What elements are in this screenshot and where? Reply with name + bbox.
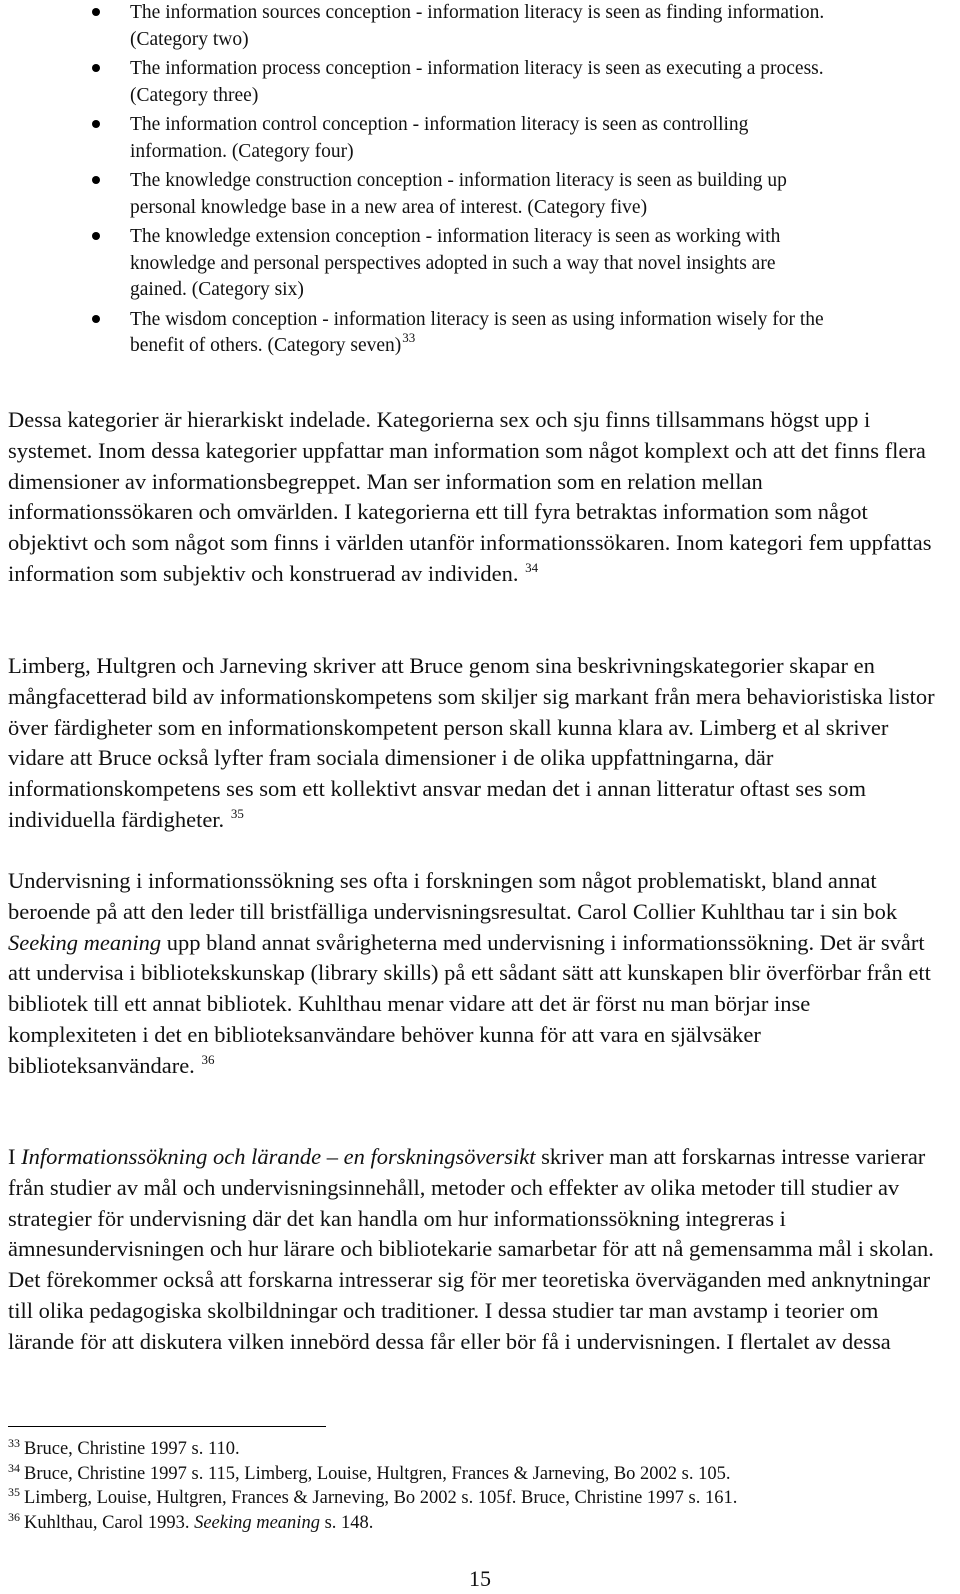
bullet-icon: [92, 8, 100, 16]
paragraph-forskningsoversikt: [8, 1142, 943, 1358]
footnote-text: Limberg, Louise, Hultgren, Frances & Jarneving, Bo 2002 s. 105f. Bruce, Christine 1997 s. 161.: [24, 1488, 738, 1508]
paragraph-categories: [8, 405, 943, 590]
bullet-text: The knowledge extension conception - information literacy is seen as working with knowledge and personal perspectives adopted in such a way that novel insights are gained. (Category six): [130, 226, 781, 300]
bullet-item: [130, 168, 830, 221]
footnote-number: 34: [8, 1460, 20, 1475]
paragraph-text: skriver man att forskarnas intresse varierar från studier av mål och undervisningsinnehåll, metoder och effekter av olika metoder till studier av strategier för undervisning där det kan handla om hur informationssökning integreras i ämnesundervisningen och hur lärare och bibliotekarie samarbetar för att nå gemensamma mål i skolan. Det förekommer också att forskarna intresserar sig för mer teoretiska överväganden med anknytningar till olika pedagogiska skolbildningar och traditioner. I dessa studier tar man avstamp i teorier om lärande för att diskutera vilken innebörd dessa får eller bör få i undervisningen. I flertalet av dessa: [8, 1144, 934, 1354]
bullet-text: The information process conception - information literacy is seen as executing a process. (Category three): [130, 58, 824, 106]
footnote-text: s. 148.: [319, 1512, 374, 1533]
paragraph-text: upp bland annat svårigheterna med undervisning i informationssökning. Det är svårt att undervisa i bibliotekskunskap (library skills) på ett sådant sätt att kunskapen blir överförbar från ett bibliotek till ett annat bibliotek. Kuhlthau menar vidare att det är först nu man börjar inse komplexiteten i det en biblioteksanvändare behöver kunna för att vara en självsäker biblioteksanvändare.: [8, 929, 931, 1078]
paragraph-undervisning: [8, 866, 943, 1082]
footnote-number: 36: [8, 1509, 20, 1524]
book-title: Seeking meaning: [194, 1512, 320, 1533]
bullet-item: [130, 0, 830, 53]
bullet-icon: [92, 120, 100, 128]
footnote-item: [8, 1437, 938, 1462]
bullet-icon: [92, 64, 100, 72]
footnote-item: [8, 1462, 938, 1487]
paragraph-text: Dessa kategorier är hierarkiskt indelade. Kategorierna sex och sju finns tillsammans högst upp i systemet. Inom dessa kategorier uppfattar man information som något komplext och att det finns flera dimensioner av informationsbegreppet. Man ser information som en relation mellan informationssökaren och omvärlden. I kategorierna ett till fyra betraktas information som något objektivt och som något som finns i världen utanför informationssökaren. Inom kategori fem uppfattas information som subjektiv och konstruerad av individen.: [8, 407, 932, 586]
footnote-separator: [8, 1426, 326, 1427]
paragraph-text: I: [8, 1144, 22, 1169]
bullet-item: [130, 224, 830, 304]
bullet-text: The knowledge construction conception - information literacy is seen as building up personal knowledge base in a new area of interest. (Category five): [130, 170, 787, 218]
paragraph-text: Undervisning i informationssökning ses ofta i forskningen som något problematiskt, bland annat beroende på att den leder till bristfälliga undervisningsresultat. Carol Collier Kuhlthau tar i sin bok: [8, 868, 898, 924]
bullet-item: [130, 307, 830, 360]
footnote-ref: 34: [525, 559, 539, 575]
footnote-item: [8, 1511, 938, 1536]
footnote-list: [8, 1437, 938, 1535]
bullet-text: The wisdom conception - information literacy is seen as using information wisely for the benefit of others. (Category seven): [130, 308, 824, 356]
footnote-number: 35: [8, 1485, 20, 1499]
bullet-icon: [92, 315, 100, 323]
bullet-text: The information sources conception - information literacy is seen as finding information. (Category two): [130, 2, 825, 50]
page-number: 15: [469, 1566, 491, 1591]
footnote-ref: 33: [402, 330, 416, 345]
paragraph-limberg: [8, 651, 943, 836]
paragraph-text: Limberg, Hultgren och Jarneving skriver att Bruce genom sina beskrivningskategorier skapar en mångfacetterad bild av informationskompetens som skiljer sig markant från mera behavioristiska listor över färdigheter som en informationskompetent person skall kunna klara av. Limberg et al skriver vidare att Bruce också lyfter fram sociala dimensioner i de olika uppfattningarna, där informationskompetens ses som ett kollektivt ansvar medan det i annan litteratur oftast ses som individuella färdigheter.: [8, 653, 935, 832]
footnote-text: Bruce, Christine 1997 s. 115, Limberg, Louise, Hultgren, Frances & Jarneving, Bo 2002 s. 105.: [24, 1463, 731, 1484]
footnote-text: Kuhlthau, Carol 1993.: [24, 1512, 195, 1533]
footnote-item: [8, 1486, 938, 1511]
bullet-text: The information control conception - information literacy is seen as controlling information. (Category four): [130, 114, 749, 162]
conception-bullet-list: [130, 0, 830, 363]
bullet-item: [130, 112, 830, 165]
bullet-icon: [92, 232, 100, 240]
footnote-ref: 35: [230, 805, 244, 821]
bullet-item: [130, 56, 830, 109]
book-title: Informationssökning och lärande – en forskningsöversikt: [21, 1144, 536, 1169]
footnote-ref: 36: [201, 1051, 215, 1067]
book-title: Seeking meaning: [8, 929, 162, 955]
footnote-number: 33: [8, 1436, 20, 1450]
bullet-icon: [92, 176, 100, 184]
footnote-text: Bruce, Christine 1997 s. 110.: [24, 1439, 240, 1459]
